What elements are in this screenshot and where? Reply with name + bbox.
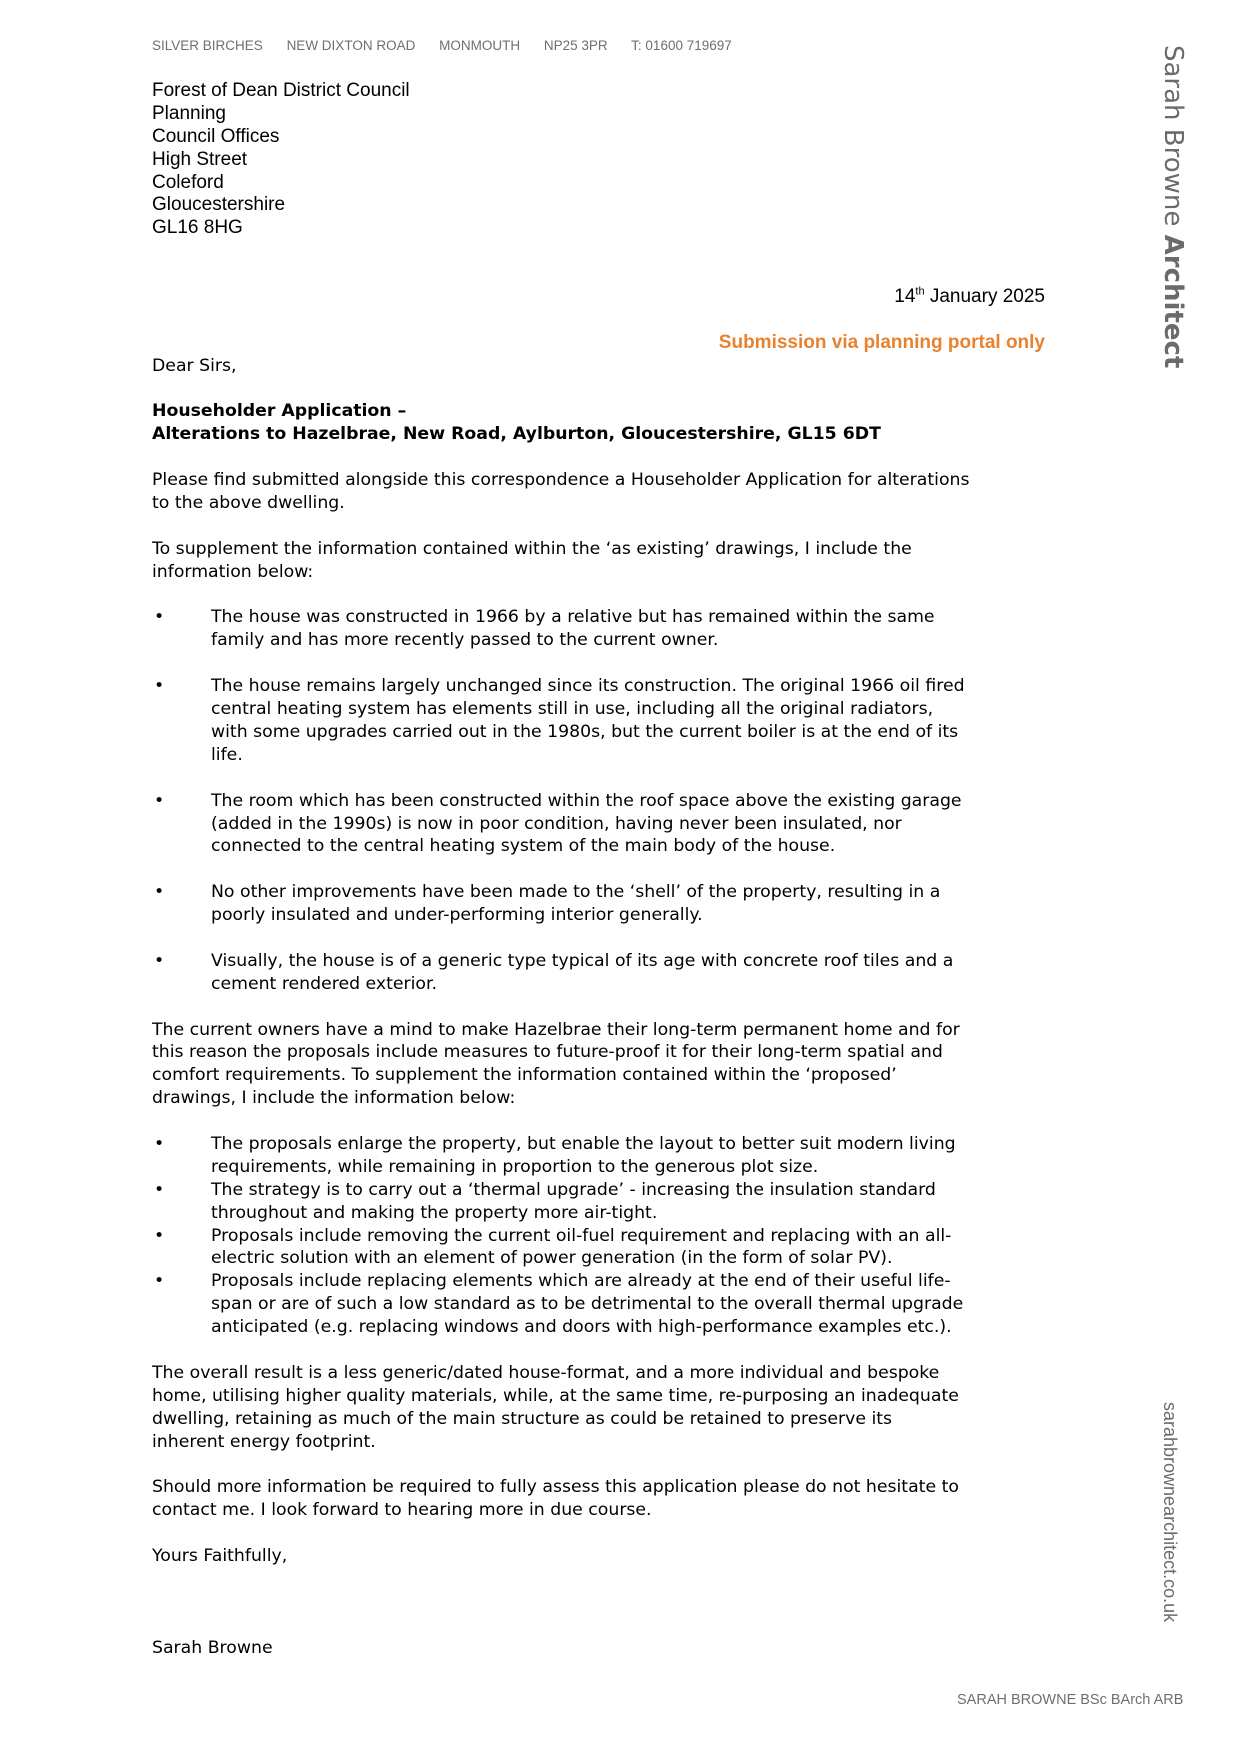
bullet-item-line — [152, 813, 1045, 836]
bullet-item-line — [152, 1293, 1045, 1316]
blank-line — [152, 309, 1045, 332]
letterhead-town: MONMOUTH — [439, 38, 521, 53]
bullet-text: cement rendered exterior. — [211, 973, 438, 994]
subject-line: Householder Application – — [152, 401, 407, 422]
bullet-item-line — [152, 973, 1045, 996]
footer-credentials: SARAH BROWNE BSc BArch ARB — [957, 1692, 1184, 1708]
bullet-icon: • — [154, 1271, 165, 1292]
bullet-text: Visually, the house is of a generic type typical of its age with concrete roof tiles and a — [211, 950, 954, 971]
blank-line — [152, 1110, 1045, 1133]
paragraph-line: The overall result is a less generic/dated house-format, and a more individual and bespoke — [152, 1362, 940, 1383]
bullet-item-line — [152, 904, 1045, 927]
bullet-text: anticipated (e.g. replacing windows and doors with high-performance examples etc.). — [211, 1317, 952, 1338]
bullet-text: electric solution with an element of power generation (in the form of solar PV). — [211, 1248, 893, 1269]
letterhead-address — [152, 38, 752, 53]
paragraph-line: drawings, I include the information below: — [152, 1088, 516, 1109]
bullet-text: connected to the central heating system of the main body of the house. — [211, 836, 836, 857]
bullet-item-line — [152, 1133, 1045, 1156]
bullet-text: Proposals include removing the current oil-fuel requirement and replacing with an all- — [211, 1225, 952, 1246]
blank-line — [152, 1453, 1045, 1476]
blank-line — [152, 584, 1045, 607]
bullet-text: central heating system has elements still in use, including all the original radiators, — [211, 699, 934, 720]
recipient-line: Planning — [152, 102, 226, 124]
recipient-line: Gloucestershire — [152, 194, 286, 216]
bullet-text: family and has more recently passed to the current owner. — [211, 630, 719, 651]
bullet-item-line — [152, 790, 1045, 813]
bullet-text: throughout and making the property more air-tight. — [211, 1202, 658, 1223]
blank-line — [152, 652, 1045, 675]
blank-line — [152, 446, 1045, 469]
paragraph-line: home, utilising higher quality materials, while, at the same time, re-purposing an inadequate — [152, 1385, 959, 1406]
side-brand — [1158, 45, 1188, 368]
bullet-item-line — [152, 1202, 1045, 1225]
bullet-item-line — [152, 1270, 1045, 1293]
recipient-line: GL16 8HG — [152, 217, 243, 239]
bullet-item-line — [152, 881, 1045, 904]
recipient-line: Coleford — [152, 171, 224, 193]
bullet-text: span or are of such a low standard as to be detrimental to the overall thermal upgrade — [211, 1294, 964, 1315]
brand-title: Architect — [1158, 234, 1188, 369]
bullet-icon: • — [154, 1179, 165, 1200]
bullet-item-line — [152, 1156, 1045, 1179]
bullet-icon: • — [154, 1225, 165, 1246]
bullet-text: Proposals include replacing elements which are already at the end of their useful life- — [211, 1271, 951, 1292]
bullet-icon: • — [154, 882, 165, 903]
bullet-text: life. — [211, 744, 243, 765]
paragraph-line: inherent energy footprint. — [152, 1431, 376, 1452]
bullet-item-line — [152, 606, 1045, 629]
paragraph-line: The current owners have a mind to make Hazelbrae their long-term permanent home and for — [152, 1019, 960, 1040]
paragraph-line: Please find submitted alongside this correspondence a Householder Application for alterations — [152, 470, 970, 491]
bullet-text: (added in the 1990s) is now in poor condition, having never been insulated, nor — [211, 813, 902, 834]
bullet-text: No other improvements have been made to the ‘shell’ of the property, resulting in a — [211, 882, 941, 903]
letterhead-phone: T: 01600 719697 — [631, 38, 732, 53]
paragraph-line: contact me. I look forward to hearing more in due course. — [152, 1500, 652, 1521]
paragraph-line: this reason the proposals include measures to future-proof it for their long-term spatial and — [152, 1042, 943, 1063]
blank-line — [152, 996, 1045, 1019]
date-suffix: th — [915, 285, 925, 298]
blank-line — [152, 858, 1045, 881]
bullet-icon: • — [154, 676, 165, 697]
brand-name: Sarah Browne — [1158, 45, 1188, 227]
paragraph-line: dwelling, retaining as much of the main structure as could be retained to preserve its — [152, 1408, 893, 1429]
bullet-item-line — [152, 675, 1045, 698]
bullet-item-line — [152, 1247, 1045, 1270]
date-day: 14 — [894, 286, 916, 308]
recipient-line: Council Offices — [152, 125, 280, 147]
bullet-text: The strategy is to carry out a ‘thermal upgrade’ - increasing the insulation standard — [211, 1179, 936, 1200]
signature: Sarah Browne — [152, 1637, 273, 1658]
bullet-item-line — [152, 744, 1045, 767]
blank-line — [152, 767, 1045, 790]
blank-line — [152, 378, 1045, 401]
bullet-icon: • — [154, 790, 165, 811]
bullet-text: The house was constructed in 1966 by a relative but has remained within the same — [211, 607, 935, 628]
bullet-item-line — [152, 1316, 1045, 1339]
blank-line — [152, 1591, 1045, 1614]
letter-body — [152, 80, 1045, 1659]
paragraph-line: to the above dwelling. — [152, 493, 345, 514]
letterhead-house: SILVER BIRCHES — [152, 38, 263, 53]
blank-line — [152, 240, 1045, 263]
bullet-item-line — [152, 1179, 1045, 1202]
bullet-item-line — [152, 950, 1045, 973]
blank-line — [152, 1614, 1045, 1637]
bullet-item-line — [152, 1225, 1045, 1248]
letterhead-road: NEW DIXTON ROAD — [286, 38, 416, 53]
closing: Yours Faithfully, — [152, 1546, 288, 1566]
bullet-text: The house remains largely unchanged since its construction. The original 1966 oil fired — [211, 676, 965, 697]
letter-date — [152, 286, 1045, 309]
bullet-icon: • — [154, 950, 165, 971]
bullet-text: with some upgrades carried out in the 1980s, but the current boiler is at the end of its — [211, 721, 959, 742]
bullet-text: poorly insulated and under-performing interior generally. — [211, 905, 703, 926]
bullet-item-line — [152, 629, 1045, 652]
bullet-icon: • — [154, 1133, 165, 1154]
blank-line — [152, 1522, 1045, 1545]
bullet-text: The proposals enlarge the property, but enable the layout to better suit modern living — [211, 1133, 956, 1154]
recipient-line: High Street — [152, 148, 248, 170]
bullet-text: requirements, while remaining in proportion to the generous plot size. — [211, 1156, 819, 1177]
date-rest: January 2025 — [924, 286, 1045, 308]
blank-line — [152, 1568, 1045, 1591]
bullet-icon: • — [154, 607, 165, 628]
salutation: Dear Sirs, — [152, 355, 237, 376]
paragraph-line: Should more information be required to fully assess this application please do not hesitate to — [152, 1477, 959, 1498]
bullet-item-line — [152, 698, 1045, 721]
blank-line — [152, 927, 1045, 950]
blank-line — [152, 263, 1045, 286]
paragraph-line: information below: — [152, 561, 314, 582]
subject-line: Alterations to Hazelbrae, New Road, Aylburton, Gloucestershire, GL15 6DT — [152, 424, 881, 445]
letterhead-postcode: NP25 3PR — [543, 38, 608, 53]
paragraph-line: comfort requirements. To supplement the information contained within the ‘proposed’ — [152, 1065, 897, 1086]
recipient-line: Forest of Dean District Council — [152, 80, 410, 101]
paragraph-line: To supplement the information contained within the ‘as existing’ drawings, I include the — [152, 538, 912, 559]
bullet-text: The room which has been constructed within the roof space above the existing garage — [211, 790, 962, 811]
blank-line — [152, 515, 1045, 538]
submission-note: Submission via planning portal only — [718, 331, 1045, 353]
blank-line — [152, 1339, 1045, 1362]
bullet-item-line — [152, 835, 1045, 858]
bullet-item-line — [152, 721, 1045, 744]
website: sarahbrownearchitect.co.uk — [1160, 1402, 1180, 1623]
